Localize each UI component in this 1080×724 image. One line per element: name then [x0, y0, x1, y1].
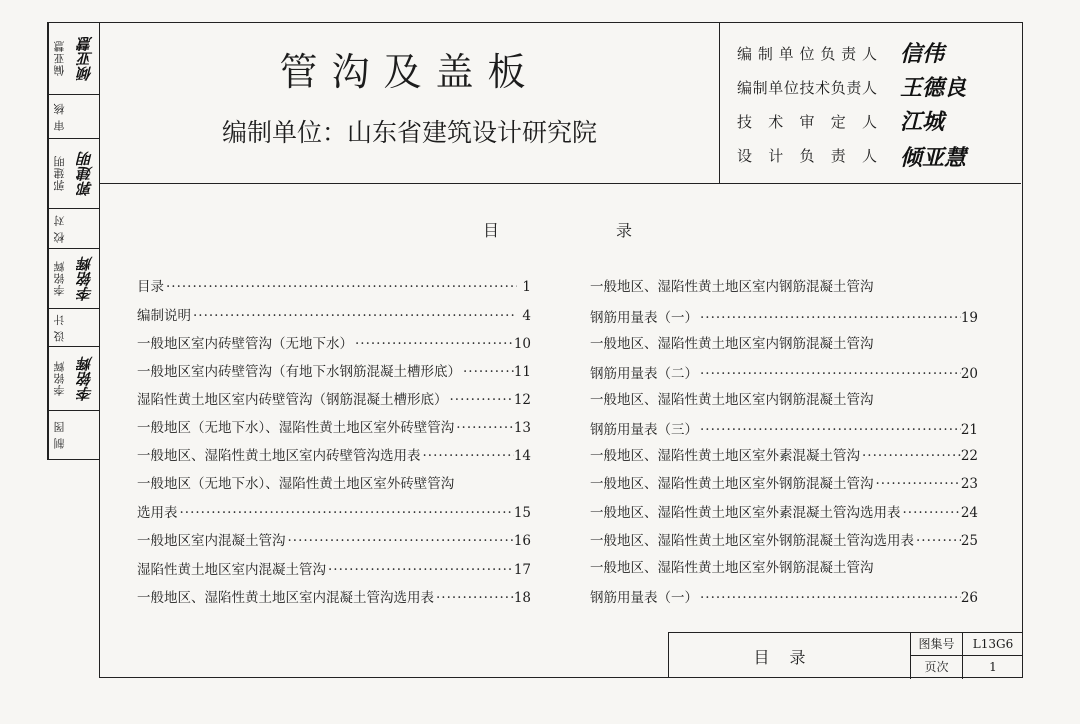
responsible-signature: 倾亚慧 [900, 146, 967, 171]
strip-label: 偏亚慧 [48, 23, 71, 94]
toc-title: 一般地区、湿陷性黄土地区室内混凝土管沟选用表 [137, 590, 434, 606]
toc-entry[interactable] [590, 446, 978, 466]
toc-entry[interactable] [590, 364, 978, 384]
header-divider [719, 23, 720, 184]
toc-heading-left: 目 [483, 221, 500, 240]
responsible-signature: 江城 [900, 110, 945, 135]
toc-title: 一般地区、湿陷性黄土地区室外钢筋混凝土管沟 [590, 476, 874, 492]
title-block-name: 目录 [669, 633, 911, 679]
strip-label: 设 计 [48, 309, 71, 346]
toc-entry[interactable] [137, 277, 531, 297]
toc-title: 一般地区、湿陷性黄土地区室内砖壁管沟选用表 [137, 448, 421, 464]
drawing-title: 管沟及盖板 [279, 50, 540, 94]
toc-title: 一般地区、湿陷性黄土地区室外钢筋混凝土管沟选用表 [590, 533, 914, 549]
toc-page: 4 [522, 308, 531, 324]
toc-entry[interactable] [590, 474, 978, 494]
toc-entry-line[interactable]: 一般地区、湿陷性黄土地区室内钢筋混凝土管沟 [590, 392, 874, 408]
toc-title: 目录 [137, 279, 164, 295]
toc-page: 25 [960, 533, 978, 549]
toc-title: 钢筋用量表（三） [590, 422, 698, 438]
toc-page: 16 [513, 533, 531, 549]
toc-entry-line[interactable]: 一般地区、湿陷性黄土地区室内钢筋混凝土管沟 [590, 336, 874, 352]
toc-title: 一般地区室内混凝土管沟 [137, 533, 286, 549]
strip-signature: 李铭辉 [76, 256, 95, 301]
toc-entry-line[interactable]: 一般地区（无地下水）、湿陷性黄土地区室外砖壁管沟 [137, 476, 455, 492]
toc-entry[interactable] [590, 420, 978, 440]
toc-title: 一般地区室内砖壁管沟（无地下水） [137, 336, 353, 352]
toc-entry[interactable] [137, 390, 531, 410]
strip-cell [48, 249, 100, 309]
strip-label: 李铭辉 [48, 249, 71, 308]
responsible-role: 编制单位技术负责人 [737, 79, 877, 97]
strip-signature: 郭建明 [76, 151, 95, 196]
toc-page: 23 [960, 476, 978, 492]
toc-entry-line[interactable]: 一般地区、湿陷性黄土地区室内钢筋混凝土管沟 [590, 279, 874, 295]
toc-page: 14 [513, 448, 531, 464]
toc-title: 一般地区室内砖壁管沟（有地下水钢筋混凝土槽形底） [137, 364, 461, 380]
toc-entry[interactable] [590, 503, 978, 523]
toc-page: 18 [513, 590, 531, 606]
strip-signature [72, 209, 98, 248]
toc-title: 一般地区（无地下水）、湿陷性黄土地区室外砖壁管沟 [137, 420, 455, 436]
toc-page: 11 [513, 364, 531, 380]
page-number: 1 [989, 660, 997, 674]
atlas-number-label: 图集号 [911, 633, 963, 656]
strip-label: 审 核 [48, 95, 71, 138]
strip-signature [72, 95, 98, 138]
toc-page: 12 [513, 392, 531, 408]
strip-cell [48, 309, 100, 347]
toc-entry-line[interactable]: 一般地区、湿陷性黄土地区室外钢筋混凝土管沟 [590, 560, 874, 576]
strip-label: 李铭辉 [48, 347, 71, 410]
toc-page: 24 [960, 505, 978, 521]
toc-page: 26 [960, 590, 978, 606]
toc-entry[interactable] [590, 308, 978, 328]
strip-signature [72, 309, 98, 346]
toc-entry[interactable] [137, 503, 531, 523]
strip-cell [48, 23, 100, 95]
toc-page: 13 [513, 420, 531, 436]
title-block [668, 632, 1023, 678]
toc-entry[interactable] [137, 588, 531, 608]
strip-signature [72, 411, 98, 459]
toc-title: 编制说明 [137, 308, 191, 324]
responsible-role: 技术审定人 [737, 113, 877, 131]
toc-entry[interactable] [137, 560, 531, 580]
toc-title: 钢筋用量表（一） [590, 590, 698, 606]
page-number-label: 页次 [911, 656, 963, 679]
strip-label: 制 图 [48, 411, 71, 459]
toc-title: 一般地区、湿陷性黄土地区室外素混凝土管沟选用表 [590, 505, 901, 521]
toc-title: 一般地区、湿陷性黄土地区室外素混凝土管沟 [590, 448, 860, 464]
responsible-signature: 王德良 [900, 76, 967, 101]
toc-entry[interactable] [137, 446, 531, 466]
toc-entry[interactable] [590, 531, 978, 551]
signature-strip [47, 22, 99, 460]
toc-entry[interactable] [590, 588, 978, 608]
toc-page: 19 [960, 310, 978, 326]
responsible-role: 编制单位负责人 [737, 45, 877, 63]
strip-signature: 倾亚慧 [76, 36, 95, 81]
toc-entry[interactable] [137, 306, 531, 326]
toc-title: 湿陷性黄土地区室内混凝土管沟 [137, 562, 326, 578]
toc-page: 17 [513, 562, 531, 578]
strip-cell [48, 411, 100, 459]
strip-cell [48, 209, 100, 249]
header-block [100, 23, 1021, 184]
strip-signature: 李铭辉 [76, 356, 95, 401]
responsible-signature: 信伟 [900, 42, 945, 67]
strip-label: 校 对 [48, 209, 71, 248]
toc-entry[interactable] [137, 418, 531, 438]
toc-entry[interactable] [137, 362, 531, 382]
toc-page: 22 [960, 448, 978, 464]
toc-title: 湿陷性黄土地区室内砖壁管沟（钢筋混凝土槽形底） [137, 392, 448, 408]
toc-entry[interactable] [137, 334, 531, 354]
toc-title: 钢筋用量表（一） [590, 310, 698, 326]
atlas-number: L13G6 [963, 633, 1023, 656]
toc-heading-right: 录 [616, 221, 633, 240]
strip-label: 郭建明 [48, 139, 71, 208]
toc-page: 21 [960, 422, 978, 438]
toc-page: 1 [522, 279, 531, 295]
strip-cell [48, 347, 100, 411]
toc-title: 钢筋用量表（二） [590, 366, 698, 382]
responsible-role: 设计负责人 [737, 147, 877, 165]
strip-cell [48, 95, 100, 139]
toc-page: 10 [513, 336, 531, 352]
strip-cell [48, 139, 100, 209]
toc-entry[interactable] [137, 531, 531, 551]
toc-page: 15 [513, 505, 531, 521]
compiling-organization: 编制单位：山东省建筑设计研究院 [221, 118, 597, 147]
toc-title: 选用表 [137, 505, 178, 521]
toc-page: 20 [960, 366, 978, 382]
